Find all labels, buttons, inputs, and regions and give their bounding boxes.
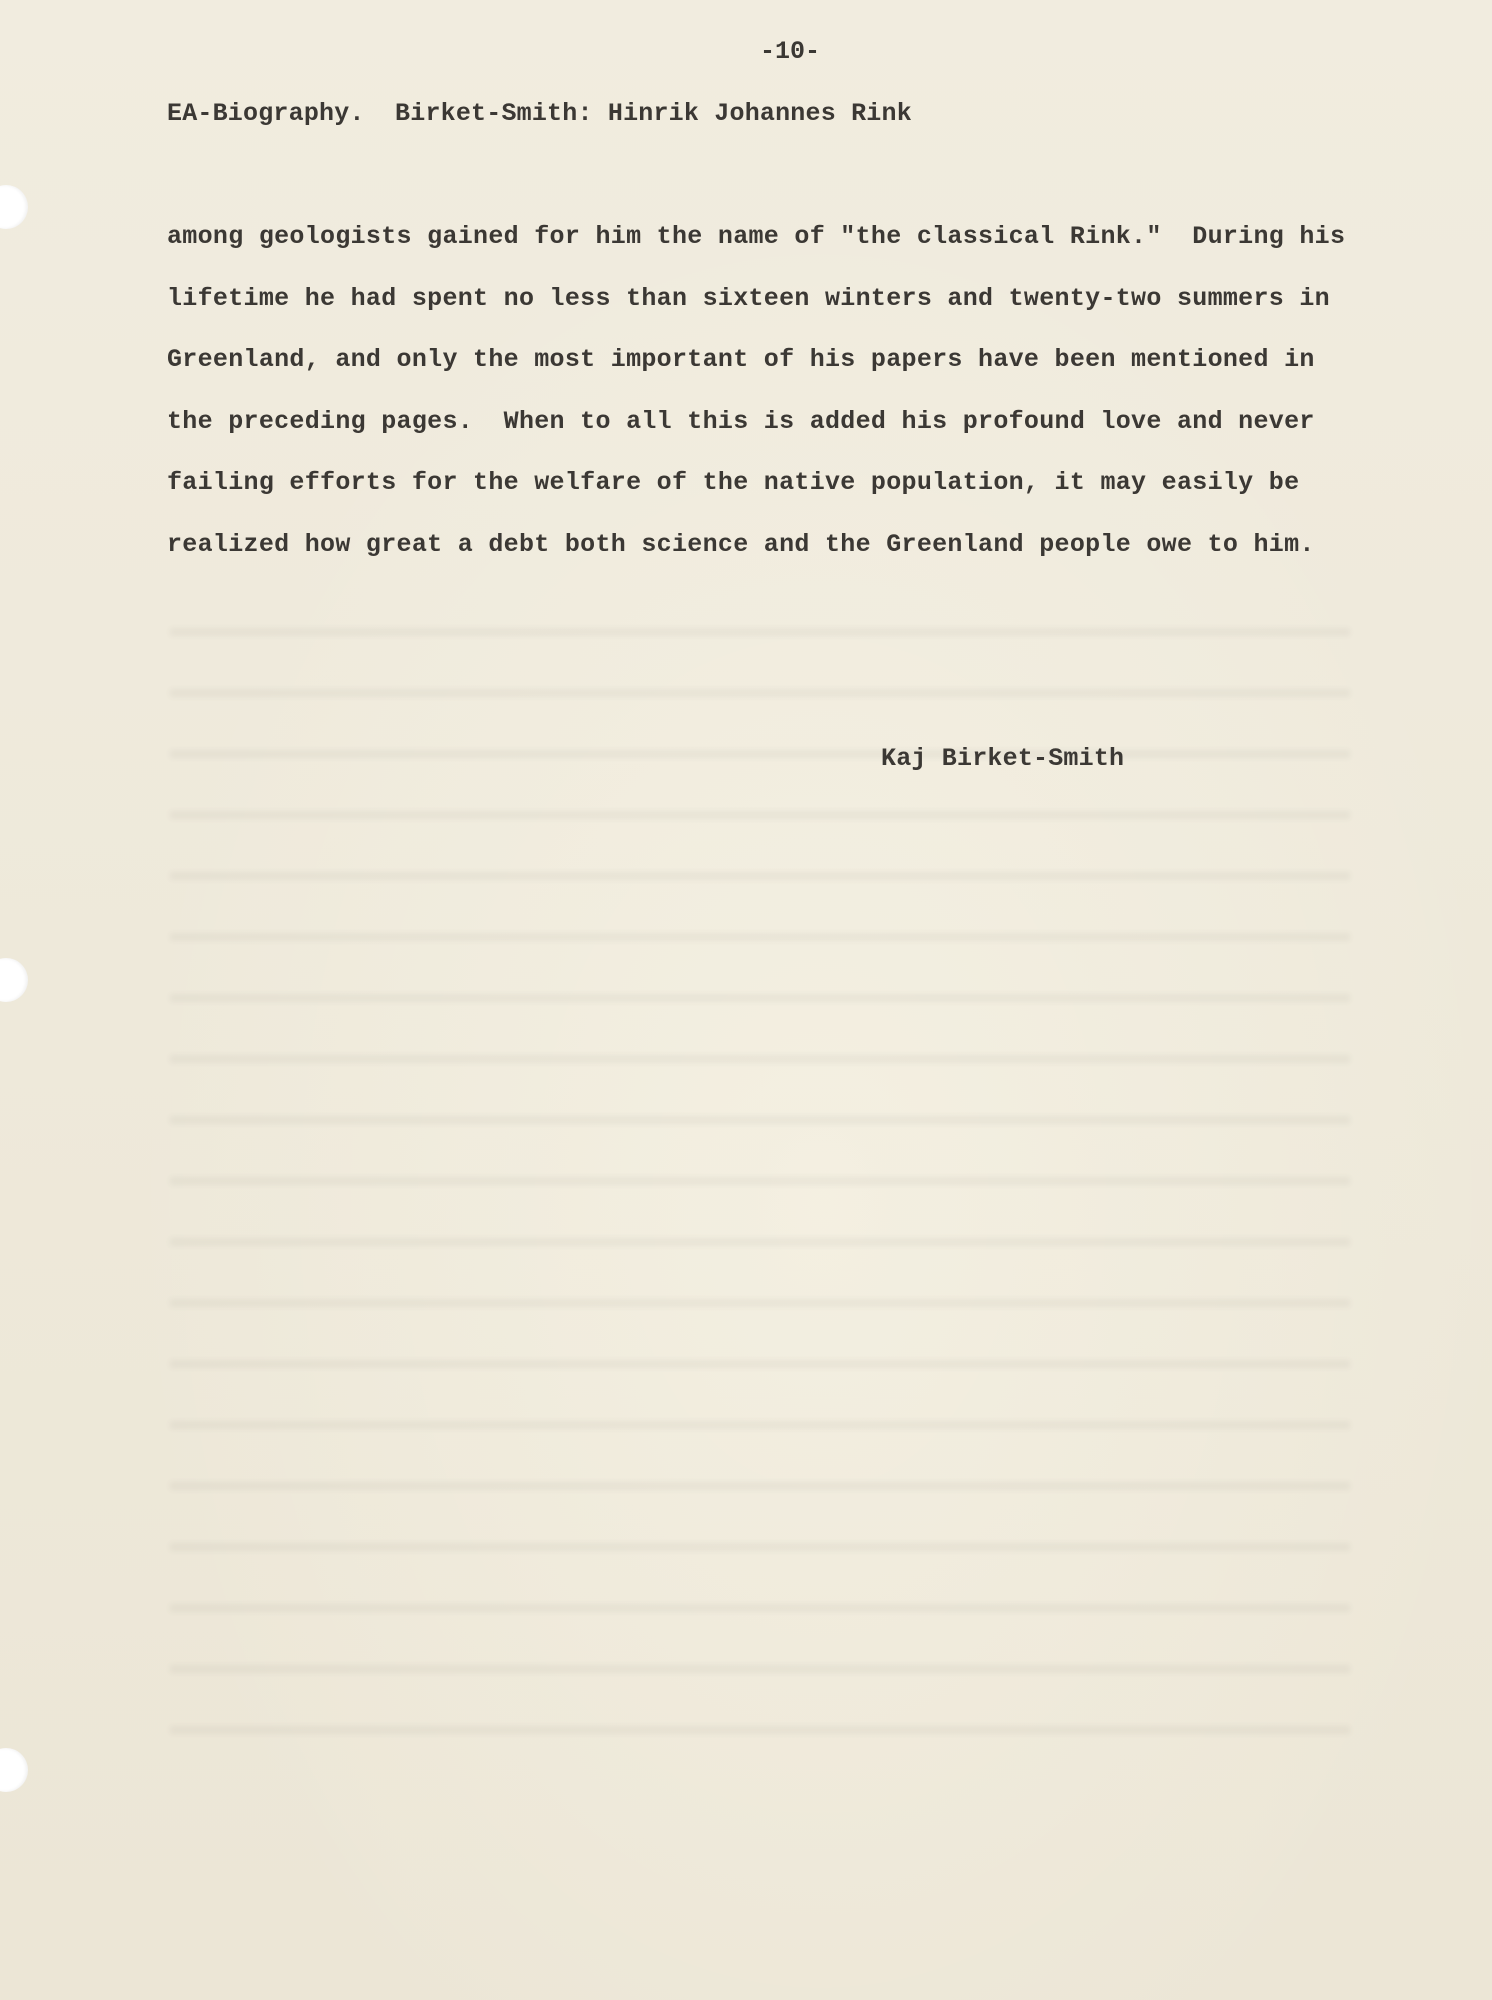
- body-line: failing efforts for the welfare of the native population, it may easily be: [167, 468, 1300, 497]
- body-paragraph: [167, 222, 1367, 591]
- body-line: among geologists gained for him the name of "the classical Rink." During his: [167, 222, 1346, 251]
- punch-hole-top: [0, 185, 28, 229]
- body-line: the preceding pages. When to all this is added his profound love and never: [167, 406, 1315, 436]
- body-line: lifetime he had spent no less than sixteen winters and twenty-two summers in: [167, 283, 1330, 313]
- running-header: EA-Biography. Birket-Smith: Hinrik Johannes Rink: [167, 99, 912, 128]
- author-signature: Kaj Birket-Smith: [881, 744, 1125, 773]
- punch-hole-bottom: [0, 1748, 28, 1792]
- body-line: realized how great a debt both science and the Greenland people owe to him.: [167, 529, 1315, 559]
- body-line: Greenland, and only the most important of his papers have been mentioned in: [167, 345, 1315, 374]
- punch-hole-middle: [0, 958, 28, 1002]
- page-number: -10-: [760, 37, 821, 66]
- reverse-side-show-through: [170, 590, 1350, 1750]
